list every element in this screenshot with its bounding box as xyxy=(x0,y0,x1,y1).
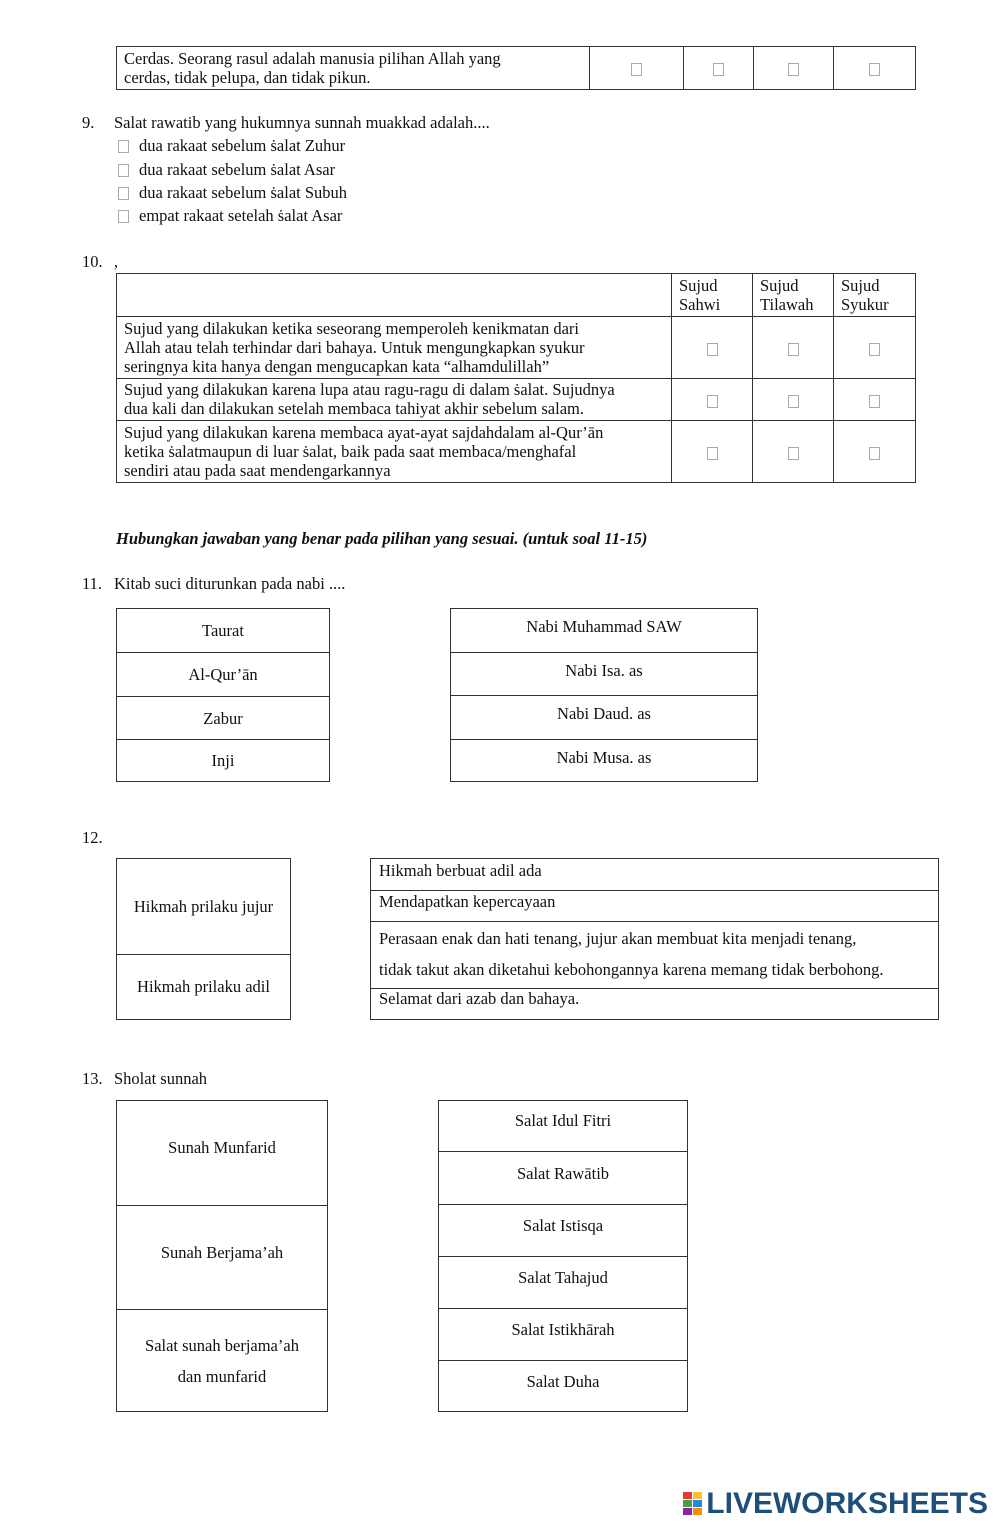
q9-question xyxy=(82,113,490,133)
q10-row-2-line1: Sujud yang dilakukan karena lupa atau ragu-ragu di dalam ṡalat. Sujudnya xyxy=(124,380,615,399)
q10-row-1 xyxy=(117,317,916,379)
q13-right-item-5-label: Salat Istikhārah xyxy=(511,1320,615,1339)
q10-row-2-statement xyxy=(117,379,672,421)
q10-header-sahwi-line1: Sujud xyxy=(679,276,718,295)
q11-right-item-4-label: Nabi Musa. as xyxy=(556,748,652,767)
q8-statement-line1: Cerdas. Seorang rasul adalah manusia pilihan Allah yang xyxy=(124,49,501,68)
q11-left-item-1[interactable] xyxy=(117,609,329,653)
q10-row-2-checkbox-tilawah[interactable] xyxy=(788,395,799,408)
q12-right-item-1-label: Hikmah berbuat adil ada xyxy=(379,861,542,880)
q13-right-item-2[interactable] xyxy=(439,1152,687,1195)
q8-checkbox-4[interactable] xyxy=(869,63,880,76)
q9-option-3-label: dua rakaat sebelum ṡalat Subuh xyxy=(139,183,348,202)
q12-number: 12. xyxy=(82,828,103,847)
q11-left-item-3[interactable] xyxy=(117,697,329,740)
q12-right-item-3[interactable] xyxy=(379,923,930,985)
q13-left-item-2-label: Sunah Berjama’ah xyxy=(160,1243,284,1262)
q12-left-column xyxy=(116,858,291,1020)
liveworksheets-logo-icon xyxy=(683,1489,703,1519)
q12-left-item-2-label: Hikmah prilaku adil xyxy=(137,977,270,996)
q13-right-item-1[interactable] xyxy=(439,1101,687,1141)
q11-left-item-1-label: Taurat xyxy=(202,621,244,640)
q10-table xyxy=(116,273,916,483)
liveworksheets-logo xyxy=(683,1487,988,1521)
q13-question xyxy=(82,1069,207,1089)
q11-left-column xyxy=(116,608,330,782)
q13-left-item-2[interactable] xyxy=(117,1206,327,1300)
q8-checkbox-1[interactable] xyxy=(631,63,642,76)
q9-question-text: Salat rawatib yang hukumnya sunnah muakkad adalah.... xyxy=(114,113,490,132)
q11-right-item-1-label: Nabi Muhammad SAW xyxy=(526,617,682,636)
q10-header-tilawah xyxy=(753,274,834,317)
q10-row-1-statement xyxy=(117,317,672,379)
q9-option-4-label: empat rakaat setelah ṡalat Asar xyxy=(139,206,343,225)
q12-right-item-3-line2: tidak takut akan diketahui kebohongannya karena memang tidak berbohong. xyxy=(379,960,884,979)
q11-question-text: Kitab suci diturunkan pada nabi .... xyxy=(114,574,346,593)
q11-left-item-2[interactable] xyxy=(117,653,329,696)
q13-right-item-6[interactable] xyxy=(439,1361,687,1403)
q9-option-3-checkbox[interactable] xyxy=(118,187,129,200)
q13-right-item-4-label: Salat Tahajud xyxy=(518,1268,608,1287)
q10-header-syukur xyxy=(834,274,916,317)
q10-row-1-checkbox-syukur[interactable] xyxy=(869,343,880,356)
q10-number: 10. xyxy=(82,252,103,271)
q9-option-3[interactable] xyxy=(118,183,347,203)
q11-number: 11. xyxy=(82,574,103,593)
q11-question xyxy=(82,574,345,594)
q13-right-item-6-label: Salat Duha xyxy=(526,1372,600,1391)
q11-left-item-3-label: Zabur xyxy=(203,708,243,728)
q12-right-item-4-label: Selamat dari azab dan bahaya. xyxy=(379,989,580,1008)
q10-header-sahwi xyxy=(672,274,753,317)
q9-option-1-checkbox[interactable] xyxy=(118,140,129,153)
matching-instruction: Hubungkan jawaban yang benar pada pilihan yang sesuai. (untuk soal 11-15) xyxy=(116,529,648,548)
q10-row-1-line1: Sujud yang dilakukan ketika seseorang memperoleh kenikmatan dari xyxy=(124,319,579,338)
q13-left-column xyxy=(116,1100,328,1412)
q10-row-3 xyxy=(117,421,916,483)
q13-right-item-3[interactable] xyxy=(439,1205,687,1247)
q13-right-item-4[interactable] xyxy=(439,1257,687,1299)
q10-header-syukur-line2: Syukur xyxy=(841,295,889,314)
q13-left-item-3-line1: Salat sunah berjama’ah xyxy=(145,1335,299,1355)
q12-left-item-2[interactable] xyxy=(117,955,290,1019)
q12-question xyxy=(82,828,114,848)
q9-option-1[interactable] xyxy=(118,136,345,156)
q13-left-item-1[interactable] xyxy=(117,1101,327,1195)
q10-row-3-checkbox-syukur[interactable] xyxy=(869,447,880,460)
q11-left-item-4[interactable] xyxy=(117,740,329,781)
q13-question-text: Sholat sunnah xyxy=(114,1069,208,1088)
q9-option-1-label: dua rakaat sebelum ṡalat Zuhur xyxy=(139,136,346,155)
q12-right-item-4[interactable] xyxy=(379,989,930,1009)
q10-row-1-checkbox-sahwi[interactable] xyxy=(707,343,718,356)
q10-header-tilawah-line1: Sujud xyxy=(760,276,799,295)
q12-right-item-1[interactable] xyxy=(379,861,930,881)
q10-header-sahwi-line2: Sahwi xyxy=(679,295,721,314)
q8-statement-line2: cerdas, tidak pelupa, dan tidak pikun. xyxy=(124,68,371,87)
q10-row-3-statement xyxy=(117,421,672,483)
q11-right-item-2-label: Nabi Isa. as xyxy=(565,661,643,680)
q10-row-2-checkbox-syukur[interactable] xyxy=(869,395,880,408)
q9-option-4[interactable] xyxy=(118,206,342,226)
q10-header-row xyxy=(117,274,916,317)
q10-row-1-line2: Allah atau telah terhindar dari bahaya. Untuk mengungkapkan syukur xyxy=(124,338,585,357)
q10-row-3-line3: sendiri atau pada saat mendengarkannya xyxy=(124,461,391,480)
q13-right-item-1-label: Salat Idul Fitri xyxy=(514,1111,612,1130)
q11-left-item-4-label: Inji xyxy=(211,750,235,770)
q13-left-item-3-line2: dan munfarid xyxy=(177,1366,267,1386)
q9-option-2-label: dua rakaat sebelum ṡalat Asar xyxy=(139,160,336,179)
q13-right-column xyxy=(438,1100,688,1412)
q9-option-2-checkbox[interactable] xyxy=(118,164,129,177)
q9-option-4-checkbox[interactable] xyxy=(118,210,129,223)
q11-left-item-2-label: Al-Qur’ān xyxy=(188,664,258,684)
q10-header-tilawah-line2: Tilawah xyxy=(760,295,814,314)
q12-right-item-3-line1: Perasaan enak dan hati tenang, jujur akan membuat kita menjadi tenang, xyxy=(379,929,857,948)
q8-row xyxy=(117,47,916,90)
q9-option-2[interactable] xyxy=(118,160,335,180)
q11-right-item-1[interactable] xyxy=(451,609,757,645)
q11-right-item-4[interactable] xyxy=(451,740,757,776)
liveworksheets-logo-text: LIVEWORKSHEETS xyxy=(706,1487,988,1520)
q8-table xyxy=(116,46,916,90)
q12-right-item-2-label: Mendapatkan kepercayaan xyxy=(379,892,556,911)
q8-checkbox-3[interactable] xyxy=(788,63,799,76)
q8-checkbox-2[interactable] xyxy=(713,63,724,76)
q10-question-text: , xyxy=(114,252,119,271)
q10-question xyxy=(82,252,118,272)
q10-row-3-checkbox-tilawah[interactable] xyxy=(788,447,799,460)
q11-right-item-2[interactable] xyxy=(451,653,757,689)
q13-right-item-3-label: Salat Istisqa xyxy=(522,1216,604,1235)
q10-row-2-line2: dua kali dan dilakukan setelah membaca tahiyat akhir sebelum salam. xyxy=(124,399,585,418)
q12-left-item-1[interactable] xyxy=(117,859,290,954)
q11-right-item-3-label: Nabi Daud. as xyxy=(557,704,651,723)
q13-right-item-2-label: Salat Rawātib xyxy=(516,1163,610,1183)
q8-statement xyxy=(117,47,590,90)
q9-number: 9. xyxy=(82,113,95,132)
q10-row-3-line2: ketika ṡalatmaupun di luar ṡalat, baik pada saat membaca/menghafal xyxy=(124,442,577,461)
q13-left-item-1-label: Sunah Munfarid xyxy=(168,1138,276,1157)
q10-row-3-line1: Sujud yang dilakukan karena membaca ayat-ayat sajdahdalam al-Qur’ān xyxy=(124,423,604,442)
q12-right-item-2[interactable] xyxy=(379,892,930,912)
q12-left-item-1-label: Hikmah prilaku jujur xyxy=(133,896,274,916)
q10-row-1-line3: seringnya kita hanya dengan mengucapkan kata “alhamdulillah” xyxy=(124,357,550,376)
q10-row-3-checkbox-sahwi[interactable] xyxy=(707,447,718,460)
q13-left-item-3[interactable] xyxy=(117,1310,327,1411)
q10-row-1-checkbox-tilawah[interactable] xyxy=(788,343,799,356)
q10-row-2-checkbox-sahwi[interactable] xyxy=(707,395,718,408)
q11-right-column xyxy=(450,608,758,782)
q10-row-2 xyxy=(117,379,916,421)
q10-header-syukur-line1: Sujud xyxy=(841,276,880,295)
q13-right-item-5[interactable] xyxy=(439,1309,687,1351)
q13-number: 13. xyxy=(82,1069,103,1088)
q12-right-column xyxy=(370,858,939,1020)
q11-right-item-3[interactable] xyxy=(451,696,757,732)
